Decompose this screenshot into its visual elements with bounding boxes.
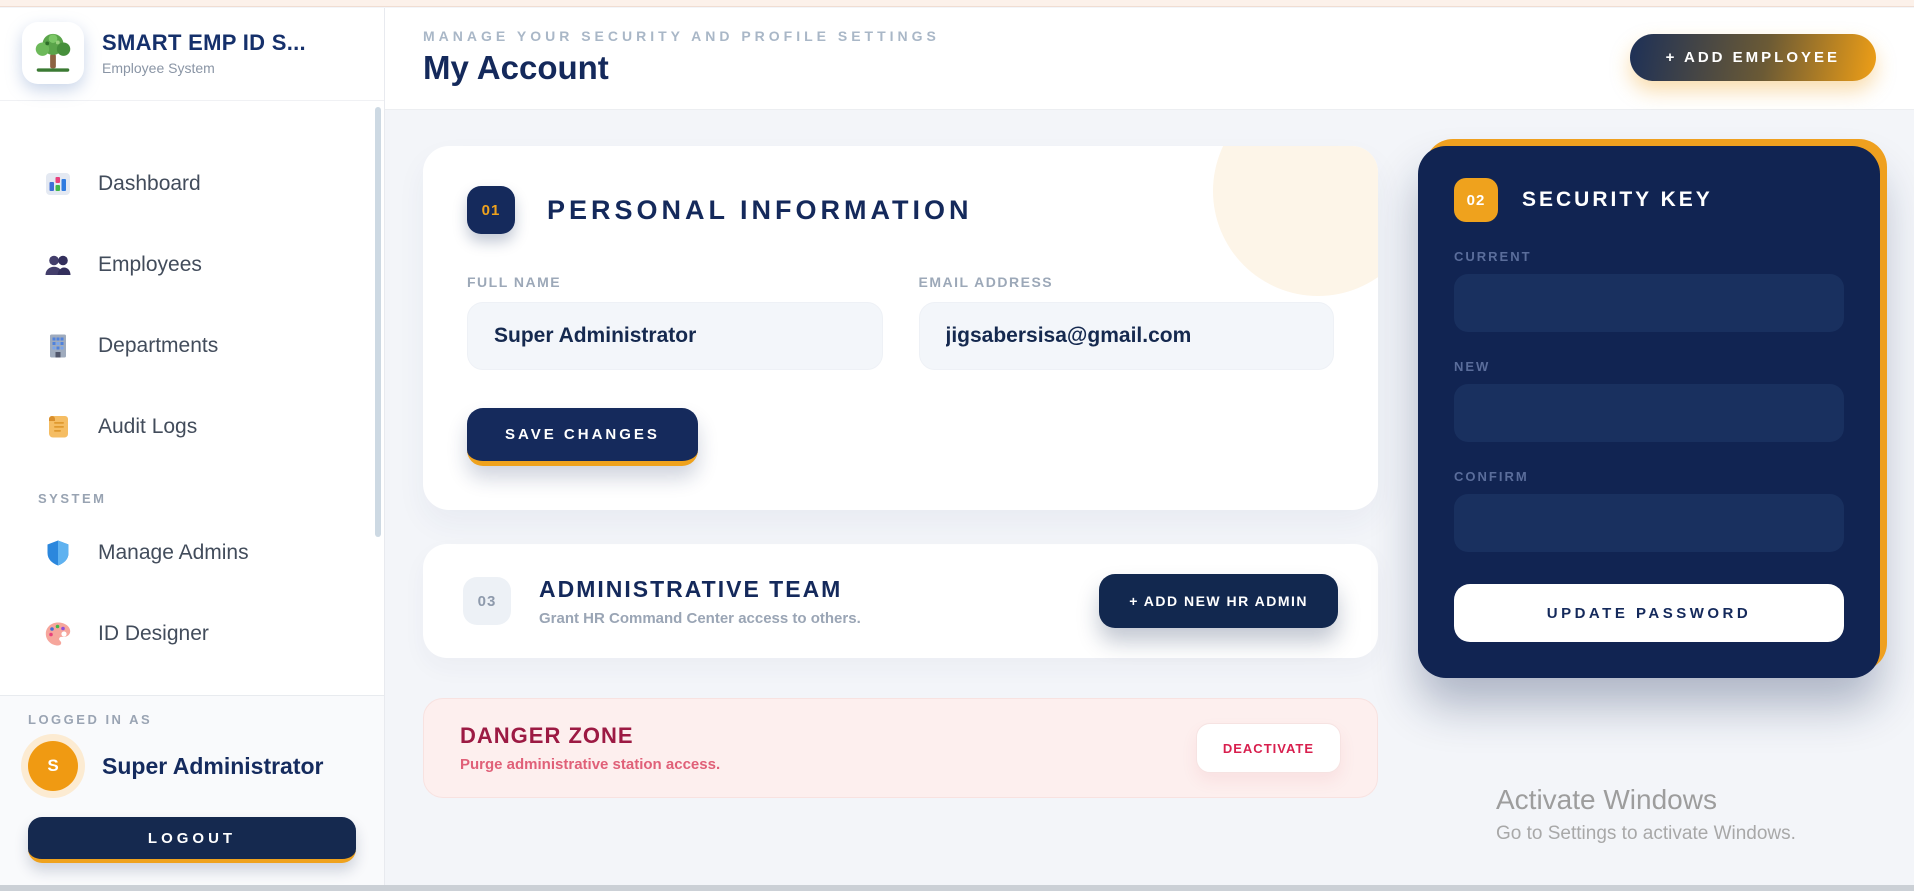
save-changes-button[interactable]: SAVE CHANGES <box>467 408 698 466</box>
brand-text <box>102 30 306 76</box>
full-name-field[interactable] <box>467 302 883 370</box>
window-bottom-strip <box>0 885 1914 891</box>
page-kicker: MANAGE YOUR SECURITY AND PROFILE SETTINGS <box>423 28 940 44</box>
administrative-team-card <box>423 544 1378 658</box>
palette-icon <box>44 620 72 648</box>
sidebar-item-id-designer[interactable] <box>0 593 384 674</box>
personal-information-card <box>423 146 1378 510</box>
sidebar-item-label: Dashboard <box>98 171 201 195</box>
building-icon <box>44 332 72 360</box>
brand-title: SMART EMP ID S... <box>102 30 306 55</box>
page-header-text <box>423 28 940 87</box>
sidebar-item-departments[interactable] <box>0 305 384 386</box>
confirm-password-field[interactable] <box>1454 494 1844 552</box>
email-group <box>919 274 1335 370</box>
danger-zone-card <box>423 698 1378 798</box>
activate-windows-subtext: Go to Settings to activate Windows. <box>1496 823 1796 844</box>
admin-team-title: ADMINISTRATIVE TEAM <box>539 575 843 602</box>
sidebar-item-employees[interactable] <box>0 224 384 305</box>
left-column <box>423 146 1378 849</box>
deactivate-button[interactable]: DEACTIVATE <box>1196 723 1341 773</box>
avatar: S <box>28 741 78 791</box>
sidebar <box>0 8 385 885</box>
add-hr-admin-button[interactable]: + ADD NEW HR ADMIN <box>1099 574 1338 628</box>
sidebar-nav <box>0 101 384 695</box>
current-password-label: CURRENT <box>1454 249 1532 264</box>
windows-activation-watermark <box>1418 784 1876 845</box>
admin-team-subtitle: Grant HR Command Center access to others. <box>539 609 861 627</box>
sidebar-item-label: Departments <box>98 333 219 357</box>
add-employee-button[interactable]: + ADD EMPLOYEE <box>1630 34 1876 81</box>
security-key-card <box>1418 146 1880 678</box>
sidebar-item-label: Audit Logs <box>98 414 198 438</box>
content-area <box>385 110 1914 885</box>
email-field[interactable] <box>919 302 1335 370</box>
activate-windows-text: Activate Windows <box>1496 784 1717 815</box>
new-password-field[interactable] <box>1454 384 1844 442</box>
current-user-name: Super Administrator <box>102 752 324 779</box>
update-password-button[interactable]: UPDATE PASSWORD <box>1454 584 1844 642</box>
sidebar-item-label: Manage Admins <box>98 540 249 564</box>
full-name-label: FULL NAME <box>467 274 562 290</box>
bar-chart-icon <box>44 170 72 198</box>
security-card-header <box>1454 178 1844 222</box>
current-user-row <box>28 741 356 791</box>
window-top-strip <box>0 0 1914 7</box>
sidebar-item-label: Employees <box>98 252 202 276</box>
email-label: EMAIL ADDRESS <box>918 274 1054 290</box>
sidebar-item-dashboard[interactable] <box>0 143 384 224</box>
sidebar-scrollbar[interactable] <box>375 107 381 537</box>
page-title: My Account <box>423 49 609 86</box>
confirm-password-label: CONFIRM <box>1454 469 1529 484</box>
logout-button[interactable]: LOGOUT <box>28 817 356 863</box>
sidebar-item-manage-admins[interactable] <box>0 512 384 593</box>
danger-zone-title: DANGER ZONE <box>460 723 634 748</box>
current-password-field[interactable] <box>1454 274 1844 332</box>
security-title: SECURITY KEY <box>1522 188 1713 211</box>
sidebar-footer <box>0 695 384 885</box>
personal-form <box>467 274 1334 370</box>
admin-card-text <box>539 576 861 627</box>
logged-in-as-label: LOGGED IN AS <box>28 712 153 727</box>
shield-icon <box>44 539 72 567</box>
page-header <box>385 8 1914 110</box>
step-badge-01: 01 <box>467 186 515 234</box>
main-area <box>385 8 1914 885</box>
danger-zone-subtitle: Purge administrative station access. <box>460 756 721 773</box>
new-password-label: NEW <box>1454 359 1491 374</box>
scroll-icon <box>44 413 72 441</box>
brand-block <box>0 8 384 101</box>
full-name-group <box>467 274 883 370</box>
sidebar-section-system: SYSTEM <box>38 491 107 506</box>
step-badge-02: 02 <box>1454 178 1498 222</box>
personal-card-header <box>467 186 1334 234</box>
people-icon <box>44 251 72 279</box>
right-column <box>1418 146 1876 849</box>
step-badge-03: 03 <box>463 577 511 625</box>
sidebar-item-label: ID Designer <box>98 621 209 645</box>
danger-zone-text <box>460 723 720 773</box>
sidebar-item-audit-logs[interactable] <box>0 386 384 467</box>
brand-subtitle: Employee System <box>102 60 215 76</box>
personal-title: PERSONAL INFORMATION <box>547 194 973 225</box>
admin-card-header <box>463 576 861 627</box>
tree-logo-icon <box>22 22 84 84</box>
app-window <box>0 8 1914 885</box>
